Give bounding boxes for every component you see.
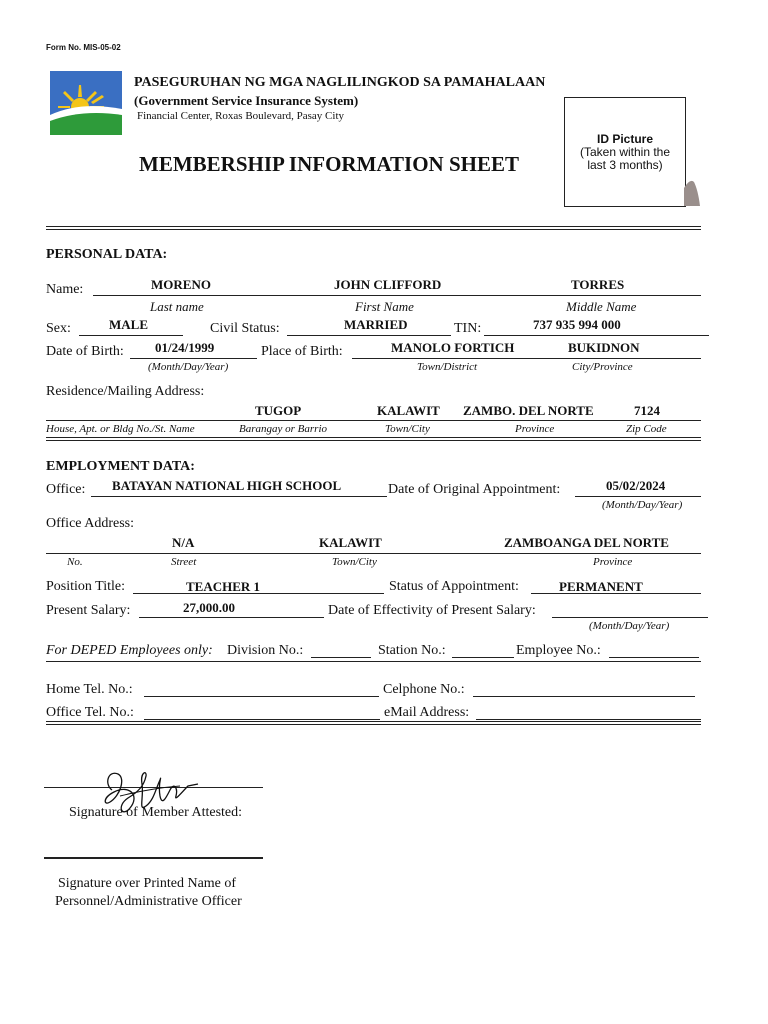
sex-label: Sex: — [46, 321, 71, 336]
photo-corner-icon — [684, 176, 700, 206]
home-tel-label: Home Tel. No.: — [46, 682, 133, 697]
pob-province-value: BUKIDNON — [568, 340, 640, 355]
pob-town-value: MANOLO FORTICH — [391, 340, 515, 355]
pob-line — [352, 358, 701, 359]
employee-no-label: Employee No.: — [516, 643, 601, 658]
officer-caption-line1: Signature over Printed Name of — [58, 876, 237, 891]
employment-section-divider — [46, 661, 701, 662]
dob-format-caption: (Month/Day/Year) — [148, 361, 229, 373]
celphone-label: Celphone No.: — [383, 682, 465, 697]
address-barangay-value: KALAWIT — [377, 403, 440, 418]
civil-status-label: Civil Status: — [210, 321, 280, 336]
office-address-line — [46, 553, 701, 554]
id-picture-box — [564, 97, 686, 207]
barangay-caption: Barangay or Barrio — [239, 423, 327, 435]
name-line — [93, 295, 701, 296]
station-no-label: Station No.: — [378, 643, 446, 658]
agency-name: PASEGURUHAN NG MGA NAGLILINGKOD SA PAMAHALAAN — [134, 75, 546, 90]
last-name-value: MORENO — [151, 277, 211, 292]
employee-line — [609, 657, 699, 658]
division-line — [311, 657, 371, 658]
effectivity-line — [552, 617, 708, 618]
office-town-value: KALAWIT — [319, 535, 382, 550]
zip-caption: Zip Code — [626, 423, 667, 435]
member-attested-label: Signature of Member Attested: — [69, 805, 243, 820]
office-label: Office: — [46, 482, 86, 497]
division-no-label: Division No.: — [227, 643, 304, 658]
agency-english-name: (Government Service Insurance System) — [134, 93, 359, 108]
personal-section-divider — [46, 437, 701, 441]
home-tel-line — [144, 696, 379, 697]
middle-name-value: TORRES — [571, 277, 625, 292]
officer-signature-line — [44, 857, 263, 859]
officer-caption-line2: Personnel/Administrative Officer — [55, 894, 242, 909]
member-signature-icon — [100, 762, 210, 832]
email-line — [476, 719, 701, 720]
first-name-caption: First Name — [355, 299, 414, 314]
town-district-caption: Town/District — [417, 361, 478, 373]
tin-value: 737 935 994 000 — [533, 317, 621, 332]
last-name-caption: Last name — [150, 299, 204, 314]
dob-label: Date of Birth: — [46, 344, 124, 359]
province-caption: Province — [515, 423, 555, 435]
gsis-logo-icon — [50, 71, 122, 135]
office-value: BATAYAN NATIONAL HIGH SCHOOL — [112, 478, 342, 493]
office-town-caption: Town/City — [332, 556, 377, 568]
pob-label: Place of Birth: — [261, 344, 343, 359]
address-line — [46, 420, 701, 421]
office-address-label: Office Address: — [46, 516, 134, 531]
id-picture-title: ID Picture — [596, 132, 653, 146]
address-street-value: TUGOP — [255, 403, 302, 418]
present-salary-value: 27,000.00 — [183, 600, 235, 615]
status-appointment-value: PERMANENT — [559, 579, 643, 594]
agency-address: Financial Center, Roxas Boulevard, Pasay City — [137, 110, 344, 122]
dob-value: 01/24/1999 — [155, 340, 215, 355]
middle-name-caption: Middle Name — [566, 299, 637, 314]
present-salary-label: Present Salary: — [46, 603, 131, 618]
office-line — [91, 496, 387, 497]
celphone-line — [473, 696, 695, 697]
office-no-caption: No. — [67, 556, 83, 568]
original-appointment-label: Date of Original Appointment: — [388, 482, 561, 497]
page-title: MEMBERSHIP INFORMATION SHEET — [139, 152, 519, 176]
appointment-line — [575, 496, 701, 497]
civil-status-line — [287, 335, 451, 336]
appointment-format-caption: (Month/Day/Year) — [602, 499, 683, 511]
office-street-caption: Street — [171, 556, 197, 568]
tin-label: TIN: — [454, 321, 482, 336]
email-label: eMail Address: — [384, 705, 470, 720]
address-town-value: ZAMBO. DEL NORTE — [463, 403, 594, 418]
dob-line — [130, 358, 257, 359]
status-appointment-label: Status of Appointment: — [389, 579, 519, 594]
name-label: Name: — [46, 282, 84, 297]
effectivity-format-caption: (Month/Day/Year) — [589, 620, 670, 632]
salary-line — [139, 617, 324, 618]
employment-data-heading: EMPLOYMENT DATA: — [46, 459, 195, 474]
first-name-value: JOHN CLIFFORD — [334, 277, 442, 292]
office-tel-line — [144, 719, 380, 720]
position-title-label: Position Title: — [46, 579, 125, 594]
address-zip-value: 7124 — [634, 403, 660, 418]
house-caption: House, Apt. or Bldg No./St. Name — [46, 423, 195, 435]
position-title-value: TEACHER 1 — [186, 579, 261, 594]
effectivity-date-label: Date of Effectivity of Present Salary: — [328, 603, 536, 618]
personal-data-heading: PERSONAL DATA: — [46, 247, 168, 262]
id-picture-note: (Taken within the last 3 months) — [579, 145, 671, 172]
town-city-caption: Town/City — [385, 423, 430, 435]
sex-value: MALE — [109, 317, 148, 332]
contact-section-divider — [46, 721, 701, 725]
city-province-caption: City/Province — [572, 361, 633, 373]
tin-line — [484, 335, 709, 336]
office-no-value: N/A — [172, 535, 195, 550]
form-number: Form No. MIS-05-02 — [46, 43, 121, 52]
appointment-date-value: 05/02/2024 — [606, 478, 666, 493]
deped-prefix: For DEPED Employees only: — [46, 643, 213, 658]
station-line — [452, 657, 514, 658]
sex-line — [79, 335, 183, 336]
office-tel-label: Office Tel. No.: — [46, 705, 134, 720]
office-province-value: ZAMBOANGA DEL NORTE — [504, 535, 669, 550]
civil-status-value: MARRIED — [344, 317, 408, 332]
residence-address-label: Residence/Mailing Address: — [46, 384, 205, 399]
header-divider — [46, 226, 701, 230]
office-province-caption: Province — [593, 556, 633, 568]
